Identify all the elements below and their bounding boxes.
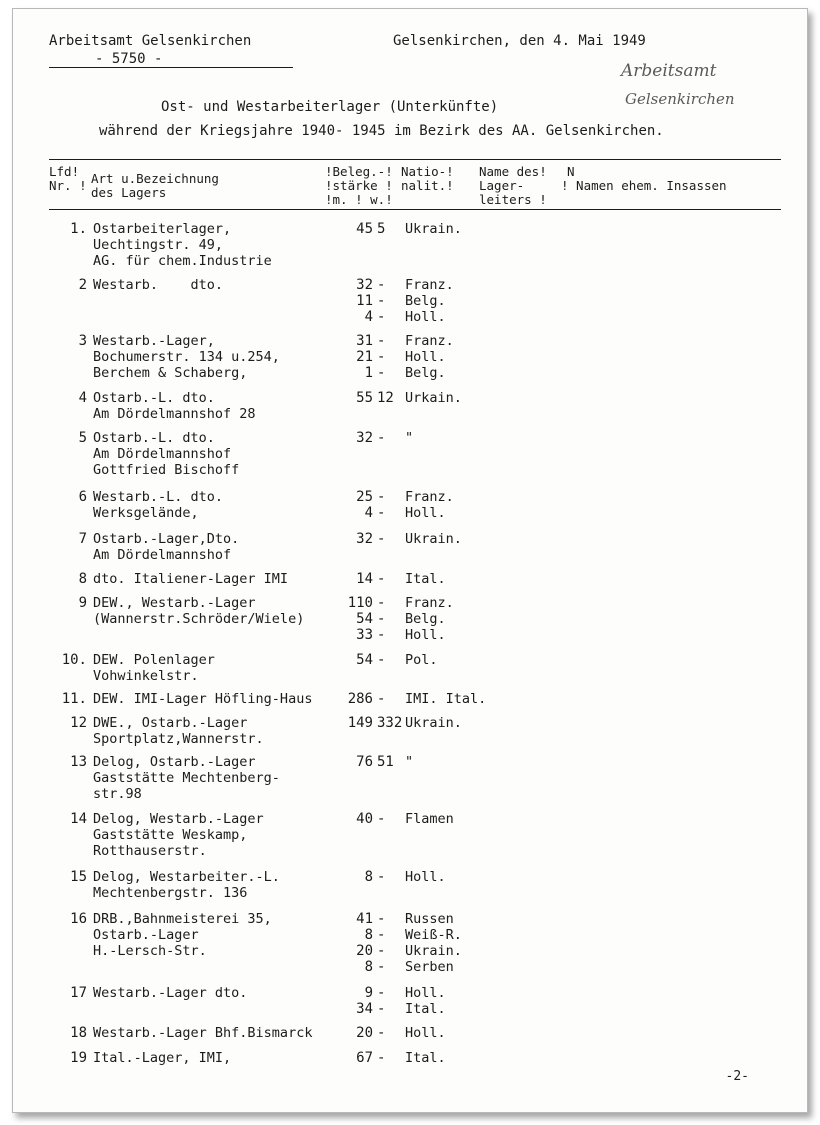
row-number: 16 — [70, 911, 87, 927]
row-count-men: 41 8 20 8 — [356, 911, 373, 975]
col-beleg-3: !m. ! w.! — [325, 192, 393, 207]
row-description: Ital.-Lager, IMI, — [93, 1050, 232, 1066]
row-number: 9 — [78, 595, 87, 611]
row-description: DEW., Westarb.-Lager (Wannerstr.Schröder/Wiele) — [93, 595, 305, 627]
row-number: 8 — [78, 571, 87, 587]
row-nationality: Ukrain. — [405, 715, 462, 731]
row-nationality: Holl. Ital. — [405, 985, 446, 1017]
row-count-women: 5 — [377, 221, 386, 237]
row-description: DEW. IMI-Lager Höfling-Haus — [93, 691, 313, 707]
row-count-men: 67 — [356, 1050, 373, 1066]
row-count-women: - — [377, 691, 386, 707]
row-count-men: 25 4 — [356, 489, 373, 521]
row-count-women: 332 — [377, 715, 403, 731]
col-art-1: Art u.Bezeichnung — [91, 171, 219, 186]
row-count-men: 14 — [356, 571, 373, 587]
row-count-men: 286 — [347, 691, 373, 707]
row-count-women: - - — [377, 489, 386, 521]
row-count-men: 32 — [356, 531, 373, 547]
row-count-women: - — [377, 869, 386, 885]
row-nationality: Ukrain. — [405, 221, 462, 237]
row-count-women: - — [377, 1050, 386, 1066]
row-count-men: 149 — [347, 715, 373, 731]
col-leiter-1: Name des! — [479, 164, 547, 179]
row-description: Westarb.-L. dto. Werksgelände, — [93, 489, 224, 521]
stamp-line-1: Arbeitsamt — [621, 61, 717, 81]
row-number: 10. — [61, 652, 87, 668]
row-description: DEW. Polenlager Vohwinkelstr. — [93, 652, 215, 684]
row-nationality: Holl. — [405, 1025, 446, 1041]
row-number: 11. — [61, 691, 87, 707]
page-number: -2- — [725, 1069, 749, 1084]
stamp-line-2: Gelsenkirchen — [625, 90, 735, 108]
row-nationality: Franz. Belg. Holl. — [405, 277, 454, 325]
row-count-women: - — [377, 811, 386, 827]
row-count-women: - - - — [377, 277, 386, 325]
row-description: Delog, Ostarb.-Lager Gaststätte Mechtenberg- str.98 — [93, 754, 280, 802]
row-count-women: - - - — [377, 333, 386, 381]
row-number: 5 — [78, 430, 87, 446]
row-count-men: 9 34 — [356, 985, 373, 1017]
row-count-women: - — [377, 531, 386, 547]
row-number: 15 — [70, 869, 87, 885]
row-description: DRB.,Bahnmeisterei 35, Ostarb.-Lager H.-Lersch-Str. — [93, 911, 272, 959]
document-subtitle: während der Kriegsjahre 1940- 1945 im Bezirk des AA. Gelsenkirchen. — [99, 123, 664, 139]
row-count-women: 51 — [377, 754, 394, 770]
row-number: 12 — [70, 715, 87, 731]
col-lfd-1: Lfd! — [49, 164, 80, 179]
reference-number: - 5750 - — [95, 51, 163, 67]
row-count-men: 76 — [356, 754, 373, 770]
row-nationality: Ital. — [405, 571, 446, 587]
col-lfd-2: Nr. ! — [49, 178, 87, 193]
row-number: 19 — [70, 1050, 87, 1066]
row-description: Ostarbeiterlager, Uechtingstr. 49, AG. für chem.Industrie — [93, 221, 272, 269]
row-count-men: 110 54 33 — [347, 595, 373, 643]
row-number: 4 — [78, 390, 87, 406]
row-count-women: - — [377, 652, 386, 668]
row-nationality: Flamen — [405, 811, 454, 827]
table-header-rule — [49, 209, 781, 210]
row-count-women: - — [377, 430, 386, 446]
row-nationality: " — [405, 430, 414, 446]
col-leiter-2: Lager- — [479, 178, 525, 193]
document-page — [12, 8, 808, 1113]
row-number: 1. — [70, 221, 87, 237]
row-count-women: - — [377, 1025, 386, 1041]
row-description: Ostarb.-L. dto. Am Dördelmannshof Gottfried Bischoff — [93, 430, 240, 478]
row-number: 17 — [70, 985, 87, 1001]
row-description: Westarb.-Lager, Bochumerstr. 134 u.254, Berchem & Schaberg, — [93, 333, 280, 381]
row-description: Ostarb.-Lager,Dto. Am Dördelmannshof — [93, 531, 240, 563]
col-beleg-2: !stärke ! — [325, 178, 393, 193]
row-count-men: 32 — [356, 430, 373, 446]
col-beleg-1: !Beleg.-! — [325, 164, 393, 179]
col-insassen-1: N — [567, 164, 575, 179]
row-description: Westarb.-Lager dto. — [93, 985, 248, 1001]
row-count-men: 40 — [356, 811, 373, 827]
row-number: 7 — [78, 531, 87, 547]
row-count-men: 55 — [356, 390, 373, 406]
col-leiter-3: leiters ! — [479, 192, 547, 207]
row-nationality: Ukrain. — [405, 531, 462, 547]
row-number: 3 — [78, 333, 87, 349]
table-top-rule — [49, 159, 781, 160]
row-count-women: 12 — [377, 390, 394, 406]
col-art-2: des Lagers — [91, 185, 167, 200]
row-nationality: Franz. Holl. — [405, 489, 454, 521]
row-nationality: IMI. Ital. — [405, 691, 487, 707]
row-count-men: 8 — [364, 869, 373, 885]
row-number: 18 — [70, 1025, 87, 1041]
row-number: 13 — [70, 754, 87, 770]
row-count-women: - — [377, 571, 386, 587]
row-number: 6 — [78, 489, 87, 505]
row-count-women: - - - - — [377, 911, 386, 975]
row-nationality: Russen Weiß-R. Ukrain. Serben — [405, 911, 462, 975]
row-nationality: " — [405, 754, 414, 770]
row-count-men: 20 — [356, 1025, 373, 1041]
row-description: Westarb. dto. — [93, 277, 224, 293]
row-description: Westarb.-Lager Bhf.Bismarck — [93, 1025, 313, 1041]
row-nationality: Holl. — [405, 869, 446, 885]
row-description: Delog, Westarb.-Lager Gaststätte Weskamp, Rotthauserstr. — [93, 811, 264, 859]
row-description: dto. Italiener-Lager IMI — [93, 571, 289, 587]
row-count-women: - - — [377, 985, 386, 1017]
document-title: Ost- und Westarbeiterlager (Unterkünfte) — [161, 99, 499, 115]
row-count-men: 54 — [356, 652, 373, 668]
row-count-women: - - - — [377, 595, 386, 643]
row-description: Ostarb.-L. dto. Am Dördelmannshof 28 — [93, 390, 256, 422]
row-nationality: Franz. Belg. Holl. — [405, 595, 454, 643]
row-description: Delog, Westarbeiter.-L. Mechtenbergstr. 136 — [93, 869, 280, 901]
row-number: 2 — [78, 277, 87, 293]
row-nationality: Franz. Holl. Belg. — [405, 333, 454, 381]
col-insassen-2: ! Namen ehem. Insassen — [561, 178, 727, 193]
row-description: DWE., Ostarb.-Lager Sportplatz,Wannerstr. — [93, 715, 264, 747]
row-count-men: 45 — [356, 221, 373, 237]
row-nationality: Pol. — [405, 652, 438, 668]
row-nationality: Urkain. — [405, 390, 462, 406]
col-natio-1: Natio-! — [401, 164, 454, 179]
place-date: Gelsenkirchen, den 4. Mai 1949 — [393, 33, 646, 49]
row-number: 14 — [70, 811, 87, 827]
office-name: Arbeitsamt Gelsenkirchen — [49, 33, 252, 49]
row-nationality: Ital. — [405, 1050, 446, 1066]
row-count-men: 31 21 1 — [356, 333, 373, 381]
header-underline — [49, 67, 293, 68]
col-natio-2: nalit.! — [401, 178, 454, 193]
row-count-men: 32 11 4 — [356, 277, 373, 325]
